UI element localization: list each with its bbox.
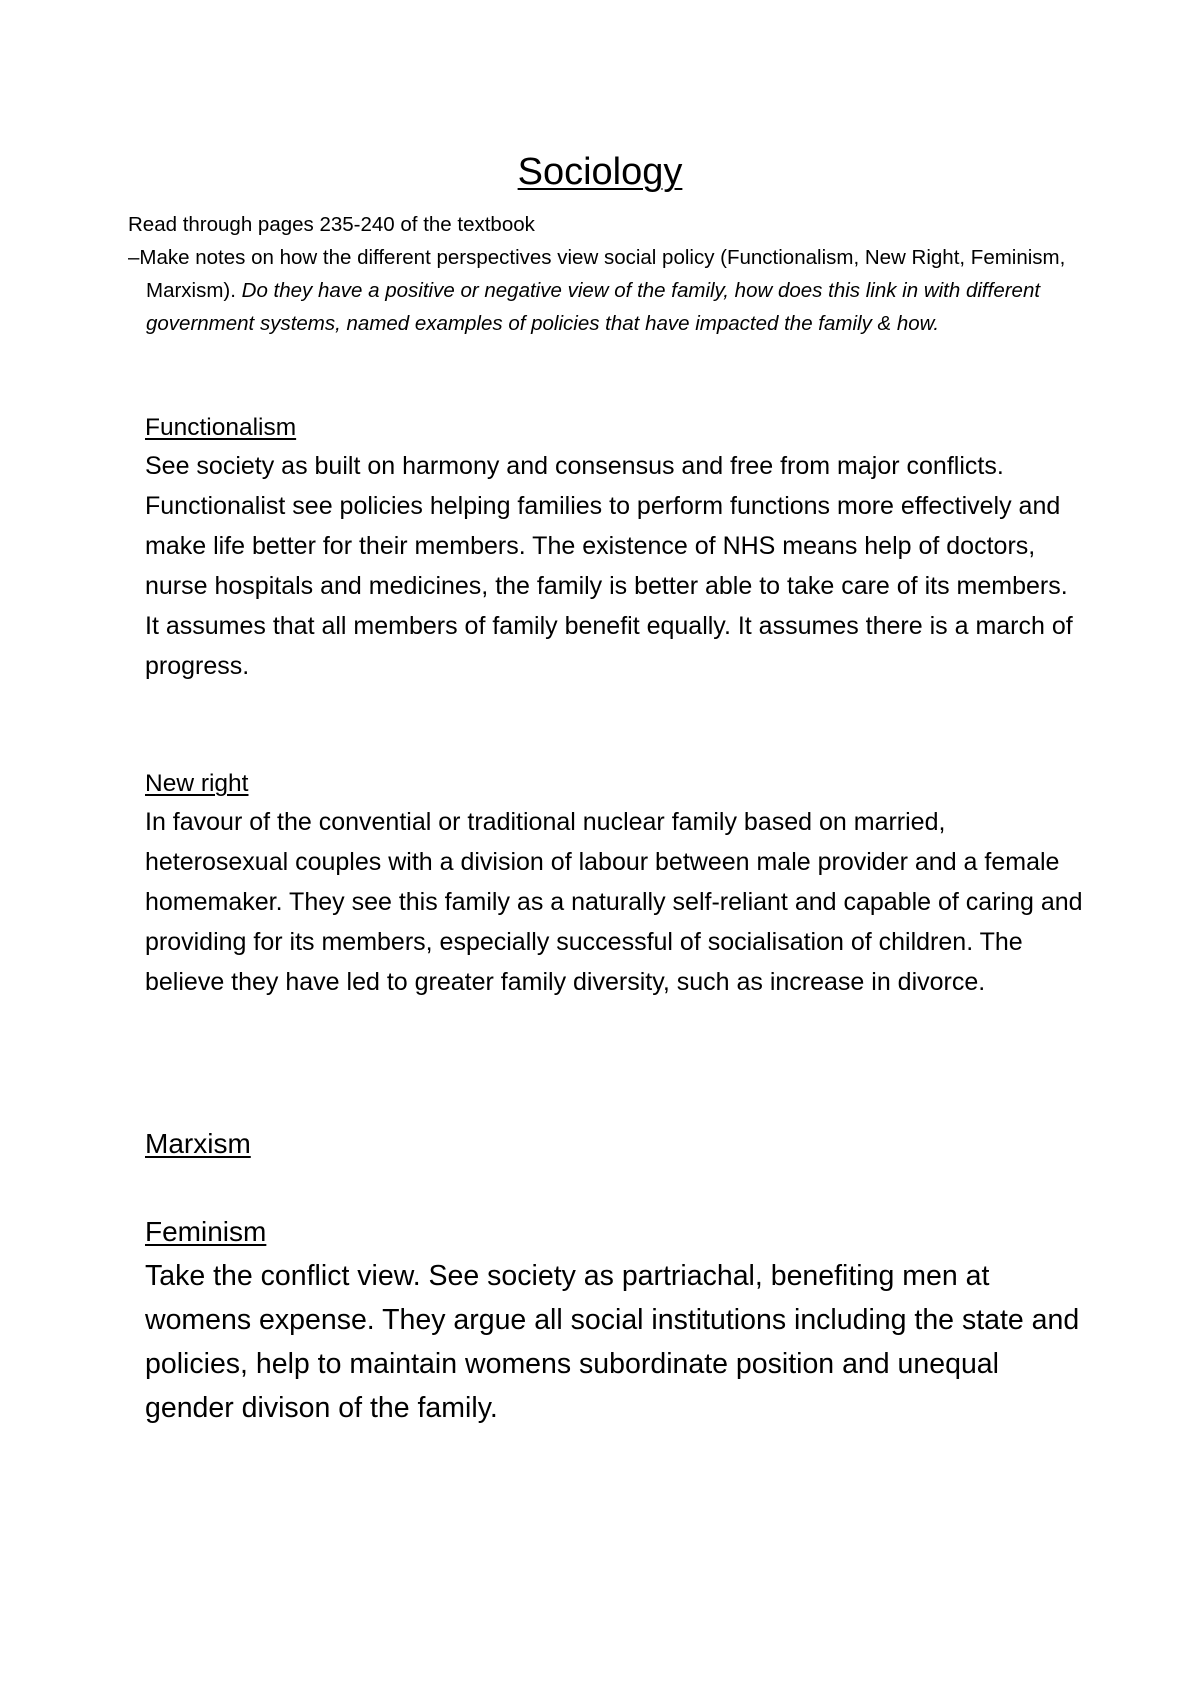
section-feminism bbox=[145, 1212, 1085, 1430]
instructions bbox=[128, 208, 1088, 340]
section-body-functionalism: See society as built on harmony and consensus and free from major conflicts. Functionalist see policies helping families to perform functions more effectively and make life better for their members. The existence of NHS means help of doctors, nurse hospitals and medicines, the family is better able to take care of its members. It assumes that all members of family benefit equally. It assumes there is a march of progress. bbox=[145, 452, 1073, 680]
section-body-feminism: Take the conflict view. See society as partriachal, benefiting men at womens expense. They argue all social institutions including the state and policies, help to maintain womens subordinate position and unequal gender divison of the family. bbox=[145, 1260, 1080, 1424]
section-body-new-right: In favour of the convential or traditional nuclear family based on married, heterosexual couples with a division of labour between male provider and a female homemaker. They see this family as a naturally self-reliant and capable of caring and providing for its members, especially successful of socialisation of children. The believe they have led to greater family diversity, such as increase in divorce. bbox=[145, 808, 1083, 996]
page-title: Sociology bbox=[517, 151, 683, 193]
reading-instruction: Read through pages 235-240 of the textbook bbox=[128, 213, 535, 236]
section-heading-new-right: New right bbox=[145, 770, 249, 797]
section-heading-feminism: Feminism bbox=[145, 1216, 267, 1247]
task-instruction bbox=[128, 241, 1088, 340]
section-functionalism bbox=[145, 412, 1085, 686]
task-instruction-italic: Do they have a positive or negative view of the family, how does this link in with different government systems, named examples of policies that have impacted the family & how. bbox=[146, 279, 1041, 335]
section-new-right bbox=[145, 768, 1085, 1002]
task-instruction-text: –Make notes on how the different perspectives view social policy (Functionalism, New Right, Feminism, Marxism). bbox=[128, 246, 1066, 302]
section-marxism bbox=[145, 1124, 1085, 1164]
section-heading-marxism: Marxism bbox=[145, 1128, 251, 1159]
section-heading-functionalism: Functionalism bbox=[145, 414, 297, 441]
